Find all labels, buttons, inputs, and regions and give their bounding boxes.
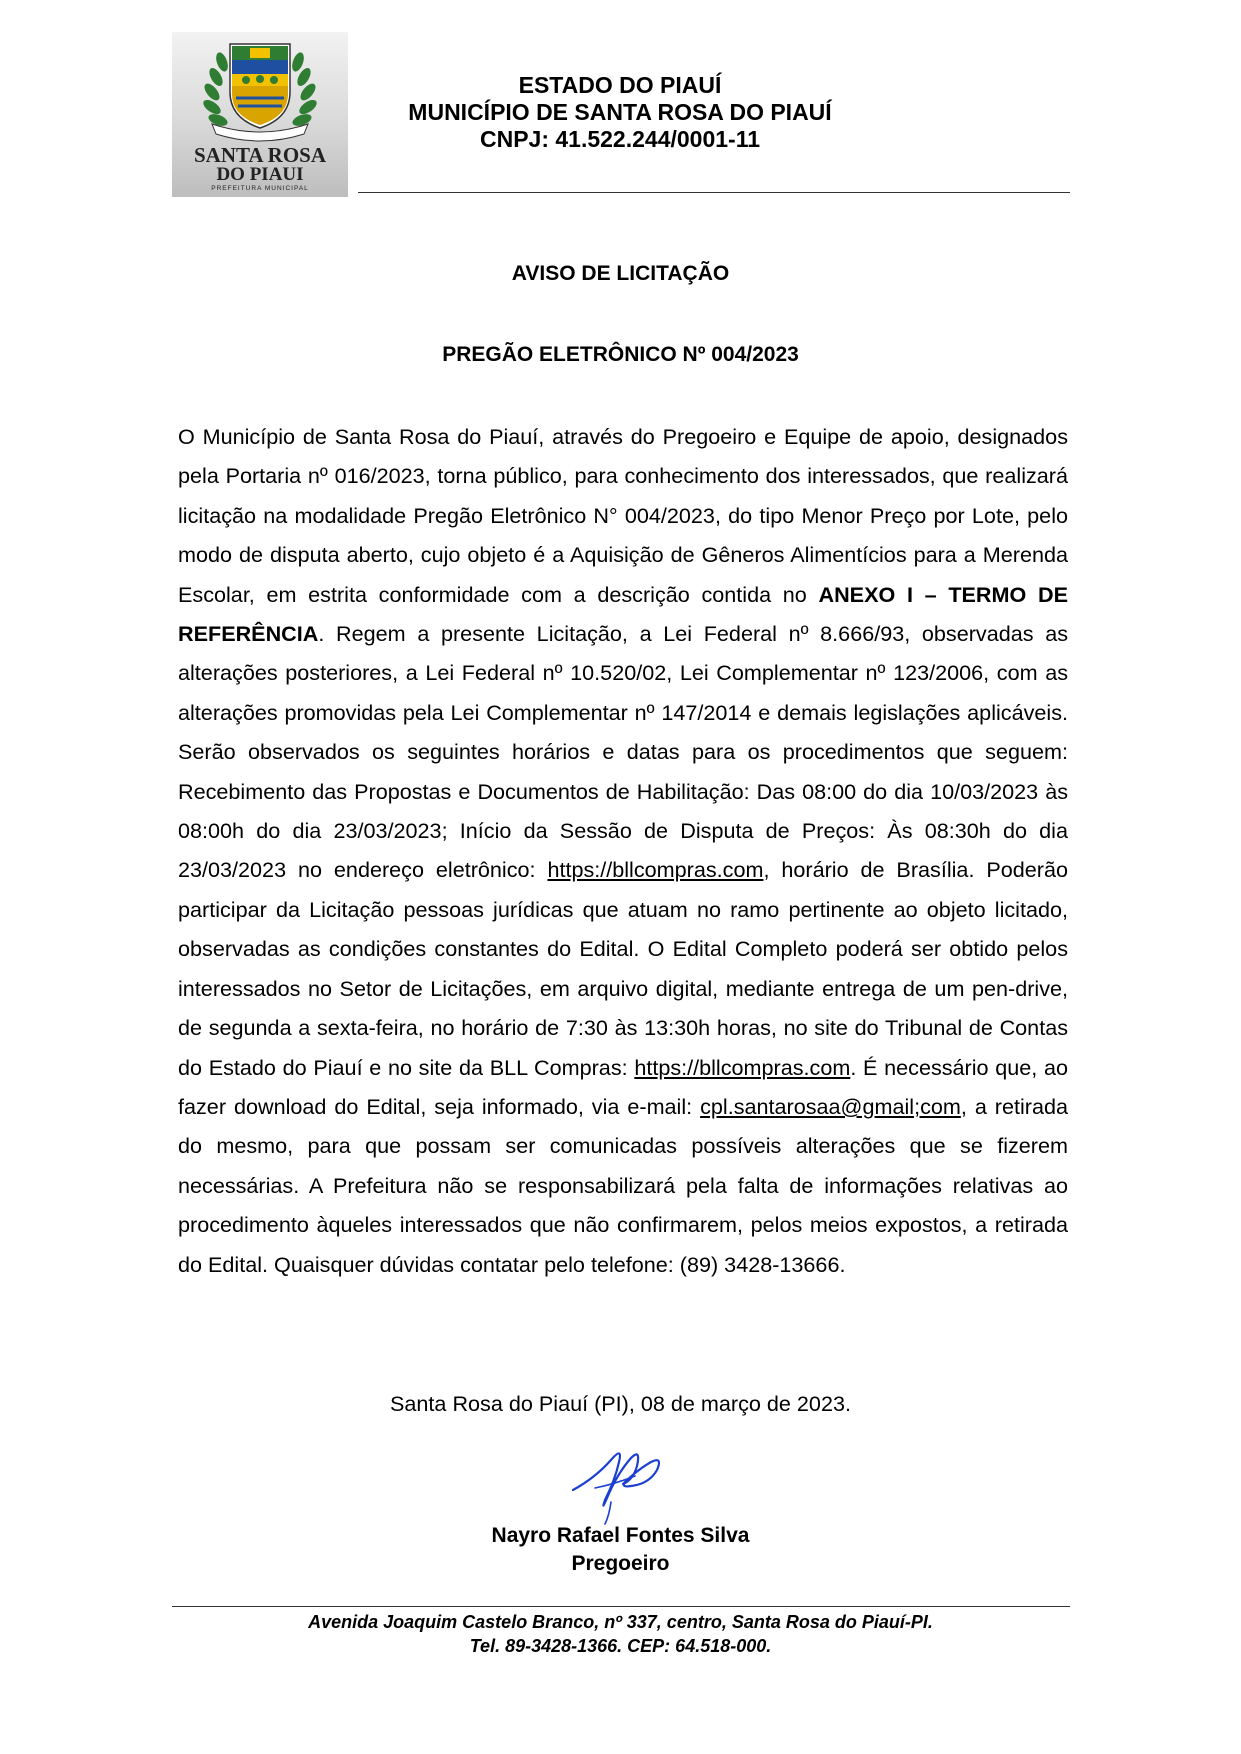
notice-title: AVISO DE LICITAÇÃO <box>511 262 730 285</box>
place-date: Santa Rosa do Piauí (PI), 08 de março de 2023. <box>390 1391 851 1416</box>
body-part-1: O Município de Santa Rosa do Piauí, através do Pregoeiro e Equipe de apoio, designados pela Portaria nº 016/2023, torna público, para conhecimento dos interessados, que realizará licitação na modalidade Pregão Eletrônico N° 004/2023, do tipo Menor Preço por Lote, pelo modo de disputa aberto, cujo objeto é a Aquisição de Gêneros Alimentícios para a Merenda Escolar, em estrita conformidade com a descrição contida no <box>178 424 1068 607</box>
notice-body <box>178 417 1068 1284</box>
letterhead <box>370 72 870 153</box>
email-link[interactable]: cpl.santarosaa@gmail;com <box>700 1093 961 1119</box>
signature-icon <box>565 1440 675 1528</box>
footer-contact-line: Tel. 89-3428-1366. CEP: 64.518-000. <box>469 1636 772 1656</box>
body-part-2: . Regem a presente Licitação, a Lei Federal nº 8.666/93, observadas as alterações posteriores, a Lei Federal nº 10.520/02, Lei Complementar nº 123/2006, com as alterações promovidas pela Lei Complementar nº 147/2014 e demais legislações aplicáveis. Serão observados os seguintes horários e datas para os procedimentos que seguem: Recebimento das Propostas e Documentos de Habilitação: Das 08:00 do dia 10/03/2023 às 08:00h do dia 23/03/2023; Início da Sessão de Disputa de Preços: Às 08:30h do dia 23/03/2023 no endereço eletrônico: <box>178 621 1068 883</box>
municipality-logo <box>172 32 348 197</box>
signer-block <box>0 1522 1241 1578</box>
shield-icon <box>230 44 290 128</box>
header-divider <box>358 192 1070 193</box>
signer-role: Pregoeiro <box>571 1552 670 1575</box>
body-part-3: , horário de Brasília. Poderão participar da Licitação pessoas jurídicas que atuam no ramo pertinente ao objeto licitado, observadas as condições constantes do Edital. O Edital Completo poderá ser obtido pelos interessados no Setor de Licitações, em arquivo digital, mediante entrega de um pen-drive, de segunda a sexta-feira, no horário de 7:30 às 13:30h horas, no site do Tribunal de Contas do Estado do Piauí e no site da BLL Compras: <box>178 857 1068 1080</box>
body-part-4: . É necessário que, ao fazer download do Edital, seja informado, via e-mail: <box>178 1054 1068 1119</box>
header-state: ESTADO DO PIAUÍ <box>518 72 722 98</box>
footer-address-line: Avenida Joaquim Castelo Branco, nº 337, centro, Santa Rosa do Piauí-PI. <box>308 1612 933 1632</box>
body-part-5: , a retirada do mesmo, para que possam ser comunicadas possíveis alterações que se fizerem necessárias. A Prefeitura não se responsabilizará pela falta de informações relativas ao procedimento àqueles interessados que não confirmarem, pelos meios expostos, a retirada do Edital. Quaisquer dúvidas contatar pelo telefone: (89) 3428-13666. <box>178 1093 1068 1277</box>
footer-address <box>0 1610 1241 1658</box>
bll-link-1[interactable]: https://bllcompras.com <box>547 857 764 883</box>
signer-name: Nayro Rafael Fontes Silva <box>491 1524 750 1547</box>
header-municipality: MUNICÍPIO DE SANTA ROSA DO PIAUÍ <box>408 99 832 125</box>
logo-text-line1: SANTA ROSA <box>193 143 327 167</box>
logo-text-line2: DO PIAUI <box>216 164 304 185</box>
notice-subtitle: PREGÃO ELETRÔNICO Nº 004/2023 <box>442 343 799 366</box>
annex-reference: ANEXO I – TERMO DE REFERÊNCIA <box>178 581 1068 647</box>
logo-text-line3: PREFEITURA MUNICIPAL <box>211 185 309 192</box>
header-cnpj: CNPJ: 41.522.244/0001-11 <box>479 126 761 152</box>
bll-link-2[interactable]: https://bllcompras.com <box>634 1054 851 1080</box>
laurel-left-icon <box>201 51 230 128</box>
footer-divider <box>172 1606 1070 1607</box>
laurel-right-icon <box>290 51 319 128</box>
